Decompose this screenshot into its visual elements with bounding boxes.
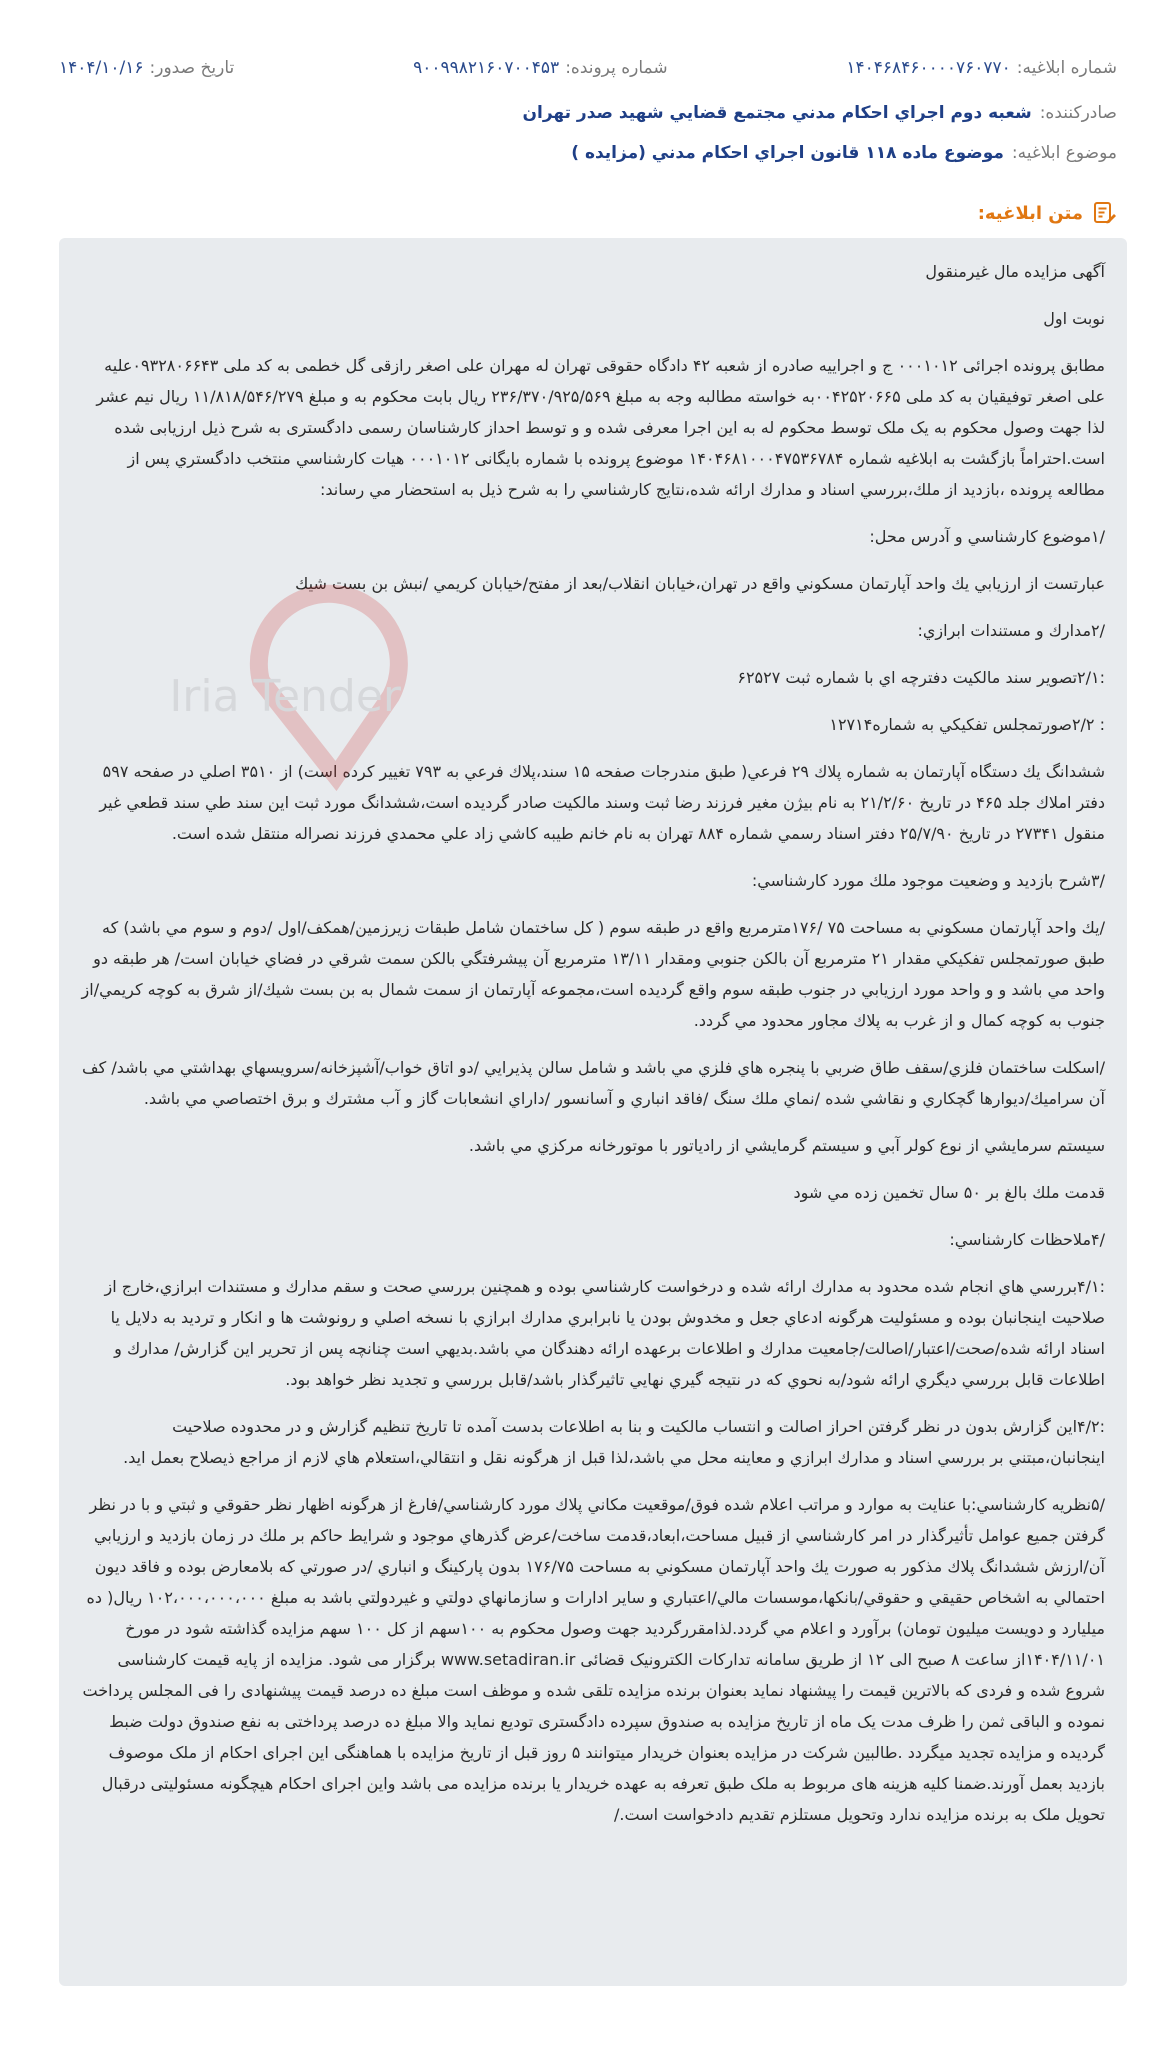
issue-date-label: تاریخ صدور:	[149, 58, 235, 78]
notice-number	[846, 58, 1117, 78]
issuer-value: شعبه دوم اجراي احكام مدني مجتمع قضايي شهيد صدر تهران	[522, 103, 1032, 123]
paragraph-unit-description: /يك واحد آپارتمان مسكوني به مساحت ۷۵ /۱۷۶مترمربع واقع در طبقه سوم ( كل ساختمان شامل طبقات زيرزمين/همكف/اول /دوم و سوم مي باشد) كه طبق صورتمجلس تفكيكي مقدار ۲۱ مترمربع آن بالكن جنوبي ومقدار ۱۳/۱۱ مترمربع آن پيشرفتگي بالكن سمت شرقي در فضاي خيابان است/ هر طبقه دو واحد مي باشد و و واحد مورد ارزيابي در جنوب طبقه سوم واقع گرديده است،مجموعه آپارتمان از سمت شمال به بن بست شيك/از شرق به كوچه كريمي/از جنوب به كوچه كمال و از غرب به پلاك مجاور محدود مي گردد.	[81, 918, 1105, 1030]
paragraph-expert-opinion: /۵نظريه كارشناسي:با عنايت به موارد و مراتب اعلام شده فوق/موقعيت مكاني پلاك مورد كارشناسي/فارغ از هرگونه اظهار نظر حقوقي و ثبتي و با در نظر گرفتن جميع عوامل تأثيرگذار در امر كارشناسي از قبيل مساحت،ابعاد،قدمت ساخت/عرض گذرهاي موجود و شرايط حاكم بر ملك در زمان بازديد و ارزيابي آن/ارزش ششدانگ پلاك مذكور به صورت يك واحد آپارتمان مسكوني به مساحت ۱۷۶/۷۵ بدون پاركينگ و انباري /در صورتي كه بلامعارض بوده و فاقد ديون احتمالي به اشخاص حقيقي و حقوقي/بانكها،موسسات مالي/اعتباري و ساير ادارات و سازمانهاي دولتي و غيردولتي باشد به مبلغ ۱۰۲،۰۰۰،۰۰۰،۰۰۰ ريال( ده ميليارد و دويست ميليون تومان) برآورد و اعلام مي گردد.لذامقررگردید جهت وصول محکوم به ۱۰۰سهم از کل ۱۰۰ سهم مزایده گذاشته شود در مورخ ۱۴۰۴/۱۱/۰۱از ساعت ۸ صبح الی ۱۲ از طریق سامانه تدارکات الکترونیک قضائی www.setadiran.ir برگزار می شود. مزایده از پایه قیمت کارشناسی شروع شده و فردی که بالاترین قیمت را پیشنهاد نماید بعنوان برنده مزایده تلقی شده و موظف است مبلغ ده درصد قیمت پیشنهادی را فی المجلس پرداخت نموده و الباقی ثمن را ظرف مدت یک ماه از تاریخ مزایده به صندوق سپرده دادگستری تودیع نماید والا مبلغ ده درصد پرداختی به نفع صندوق دولت ضبط گردیده و مزایده تجدید میگردد .طالبین شرکت در مزایده بعنوان خریدار میتوانند ۵ روز قبل از تاریخ مزایده با هماهنگی این اجرای احکام از ملک موصوف بازدید بعمل آورند.ضمنا کلیه هزینه های مربوط به ملک طبق تعرفه به عهده خریدار یا برنده مزایده می باشد واین اجرای احکام هیچگونه مسئولیتی درقبال تحویل ملک به برنده مزایده ندارد وتحویل مستلزم تقدیم دادخواست است./	[82, 1495, 1105, 1824]
subject-label: موضوع ابلاغیه:	[1011, 143, 1117, 163]
subject-row	[59, 138, 1117, 168]
issuer-row	[59, 98, 1117, 128]
watermark-text: Iria Tender	[169, 671, 401, 722]
ad-title: آگهی مزایده مال غیرمنقول	[925, 262, 1105, 281]
paragraph-remark-1: :۴/۱بررسي هاي انجام شده محدود به مدارك ارائه شده و درخواست كارشناسي بوده و همچنين بررسي صحت و سقم مدارك و مستندات ابرازي،خارج از صلاحيت اينجانبان بوده و مسئوليت هرگونه ادعاي جعل و مخدوش بودن يا نابرابري مدارك ابرازي با نسخه اصلي و رونوشت ها و انكار و ترديد به دلايل يا اسناد ارائه شده/صحت/اعتبار/اصالت/جامعيت مدارك و اطلاعات برعهده ارائه دهندگان مي باشد.بديهي است چنانچه پس از تحرير اين گزارش/ مدارك و اطلاعات قابل بررسي ديگري ارائه شود/به نحوي كه در نتيجه گيري نهايي تاثيرگذار باشد/قابل بررسي و تجديد نظر خواهد بود.	[104, 1277, 1105, 1389]
document-edit-icon	[1091, 200, 1117, 226]
notice-number-value: ۱۴۰۴۶۸۴۶۰۰۰۰۷۶۰۷۷۰	[846, 58, 1011, 78]
paragraph-age: قدمت ملك بالغ بر ۵۰ سال تخمين زده مي شود	[793, 1183, 1105, 1202]
notice-text-heading	[978, 198, 1117, 228]
notice-body	[59, 238, 1127, 1986]
issuer-label: صادرکننده:	[1039, 103, 1117, 123]
heading-inspection: /۳شرح بازديد و وضعيت موجود ملك مورد كارشناسي:	[751, 871, 1105, 890]
item-title-deed: :۲/۱تصوير سند مالكيت دفترچه اي با شماره ثبت ۶۲۵۲۷	[737, 668, 1105, 687]
paragraph-address: عبارتست از ارزيابي يك واحد آپارتمان مسكوني واقع در تهران،خيابان انقلاب/بعد از مفتح/خيابان كريمي /نبش بن بست شيك	[295, 574, 1105, 593]
paragraph-ownership: ششدانگ يك دستگاه آپارتمان به شماره پلاك ۲۹ فرعي( طبق مندرجات صفحه ۱۵ سند،پلاك فرعي به ۷۹۳ تغيير كرده است) از ۳۵۱۰ اصلي در صفحه ۵۹۷ دفتر املاك جلد ۴۶۵ در تاريخ ۲۱/۲/۶۰ به نام بيژن مغير فرزند رضا ثبت وسند مالكيت صادر گرديده است،ششدانگ مورد ثبت اين سند طي سند قطعي غير منقول ۲۷۳۴۱ در تاريخ ۲۵/۷/۹۰ دفتر اسناد رسمي شماره ۸۸۴ تهران به نام خانم طيبه كاشي زاد علي محمدي فرزند نصراله منتقل شده است.	[99, 762, 1105, 843]
heading-remarks: /۴ملاحظات كارشناسي:	[949, 1230, 1105, 1249]
issue-date	[59, 58, 234, 78]
heading-documents: /۲مدارك و مستندات ابرازي:	[917, 621, 1105, 640]
paragraph-remark-2: :۴/۲اين گزارش بدون در نظر گرفتن احراز اصالت و انتساب مالكيت و بنا به اطلاعات بدست آمده تا تاريخ تنظيم گزارش و در محدوده صلاحيت اينجانبان،مبتني بر بررسي اسناد و مدارك ابرازي و معاينه محل مي باشد،لذا قبل از هرگونه نقل و انتقالي،استعلام هاي لازم از مراجع ذيصلاح بعمل ايد.	[123, 1417, 1105, 1467]
notice-text-title: متن ابلاغیه:	[977, 202, 1083, 224]
paragraph-structure: /اسكلت ساختمان فلزي/سقف طاق ضربي با پنجره هاي فلزي مي باشد و شامل سالن پذيرايي /دو اتاق خواب/آشپزخانه/سرويسهاي بهداشتي مي باشد/ كف آن سراميك/ديوارها گچكاري و نقاشي شده /نماي ملك سنگ /فاقد انباري و آسانسور /داراي انشعابات گاز و آب مشترك و برق اختصاصي مي باشد.	[82, 1058, 1105, 1108]
case-number-value: ۹۰۰۹۹۸۲۱۶۰۷۰۰۴۵۳	[413, 58, 560, 78]
subject-value: موضوع ماده ۱۱۸ قانون اجراي احكام مدني (مزايده )	[571, 143, 1004, 163]
notice-meta-row	[59, 52, 1117, 84]
case-number-label: شماره پرونده:	[565, 58, 668, 78]
heading-subject-address: /۱موضوع كارشناسي و آدرس محل:	[869, 527, 1105, 546]
round-label: نوبت اول	[1043, 309, 1105, 328]
paragraph-intro: مطابق پرونده اجرائی ۰۰۰۱۰۱۲ ج و اجراییه صادره از شعبه ۴۲ دادگاه حقوقی تهران له مهران علی اصغر رازقی گل خطمی به کد ملی ۰۹۳۲۸۰۶۶۴۳علیه علی اصغر توفیقیان به کد ملی ۰۰۴۲۵۲۰۶۶۵به خواسته مطالبه وجه به مبلغ ۲۳۶/۳۷۰/۹۲۵/۵۶۹ ریال بابت محکوم به و مبلغ ۱۱/۸۱۸/۵۴۶/۲۷۹ ریال نیم عشر لذا جهت وصول محکوم به یک ملک توسط محکوم له به این اجرا معرفی شده و و توسط احداز کارشناسان رسمی دادگستری به شرح ذیل ارزیابی شده است.احتراماً بازگشت به ابلاغيه شماره ۱۴۰۴۶۸۱۰۰۰۴۷۵۳۶۷۸۴ موضوع پرونده با شماره بایگانی ۰۰۰۱۰۱۲ هيات كارشناسي منتخب دادگستري پس از مطالعه پرونده ،بازديد از ملك،بررسي اسناد و مدارك ارائه شده،نتايج كارشناسي را به شرح ذيل به استحضار مي رساند:	[96, 356, 1105, 499]
item-partition-record: : ۲/۲صورتمجلس تفكيكي به شماره۱۲۷۱۴	[829, 715, 1105, 734]
issue-date-value: ۱۴۰۴/۱۰/۱۶	[59, 58, 144, 78]
paragraph-hvac: سيستم سرمايشي از نوع كولر آبي و سيستم گرمايشي از رادياتور با موتورخانه مركزي مي باشد.	[468, 1136, 1105, 1155]
case-number	[413, 58, 667, 78]
notice-number-label: شماره ابلاغیه:	[1016, 58, 1117, 78]
